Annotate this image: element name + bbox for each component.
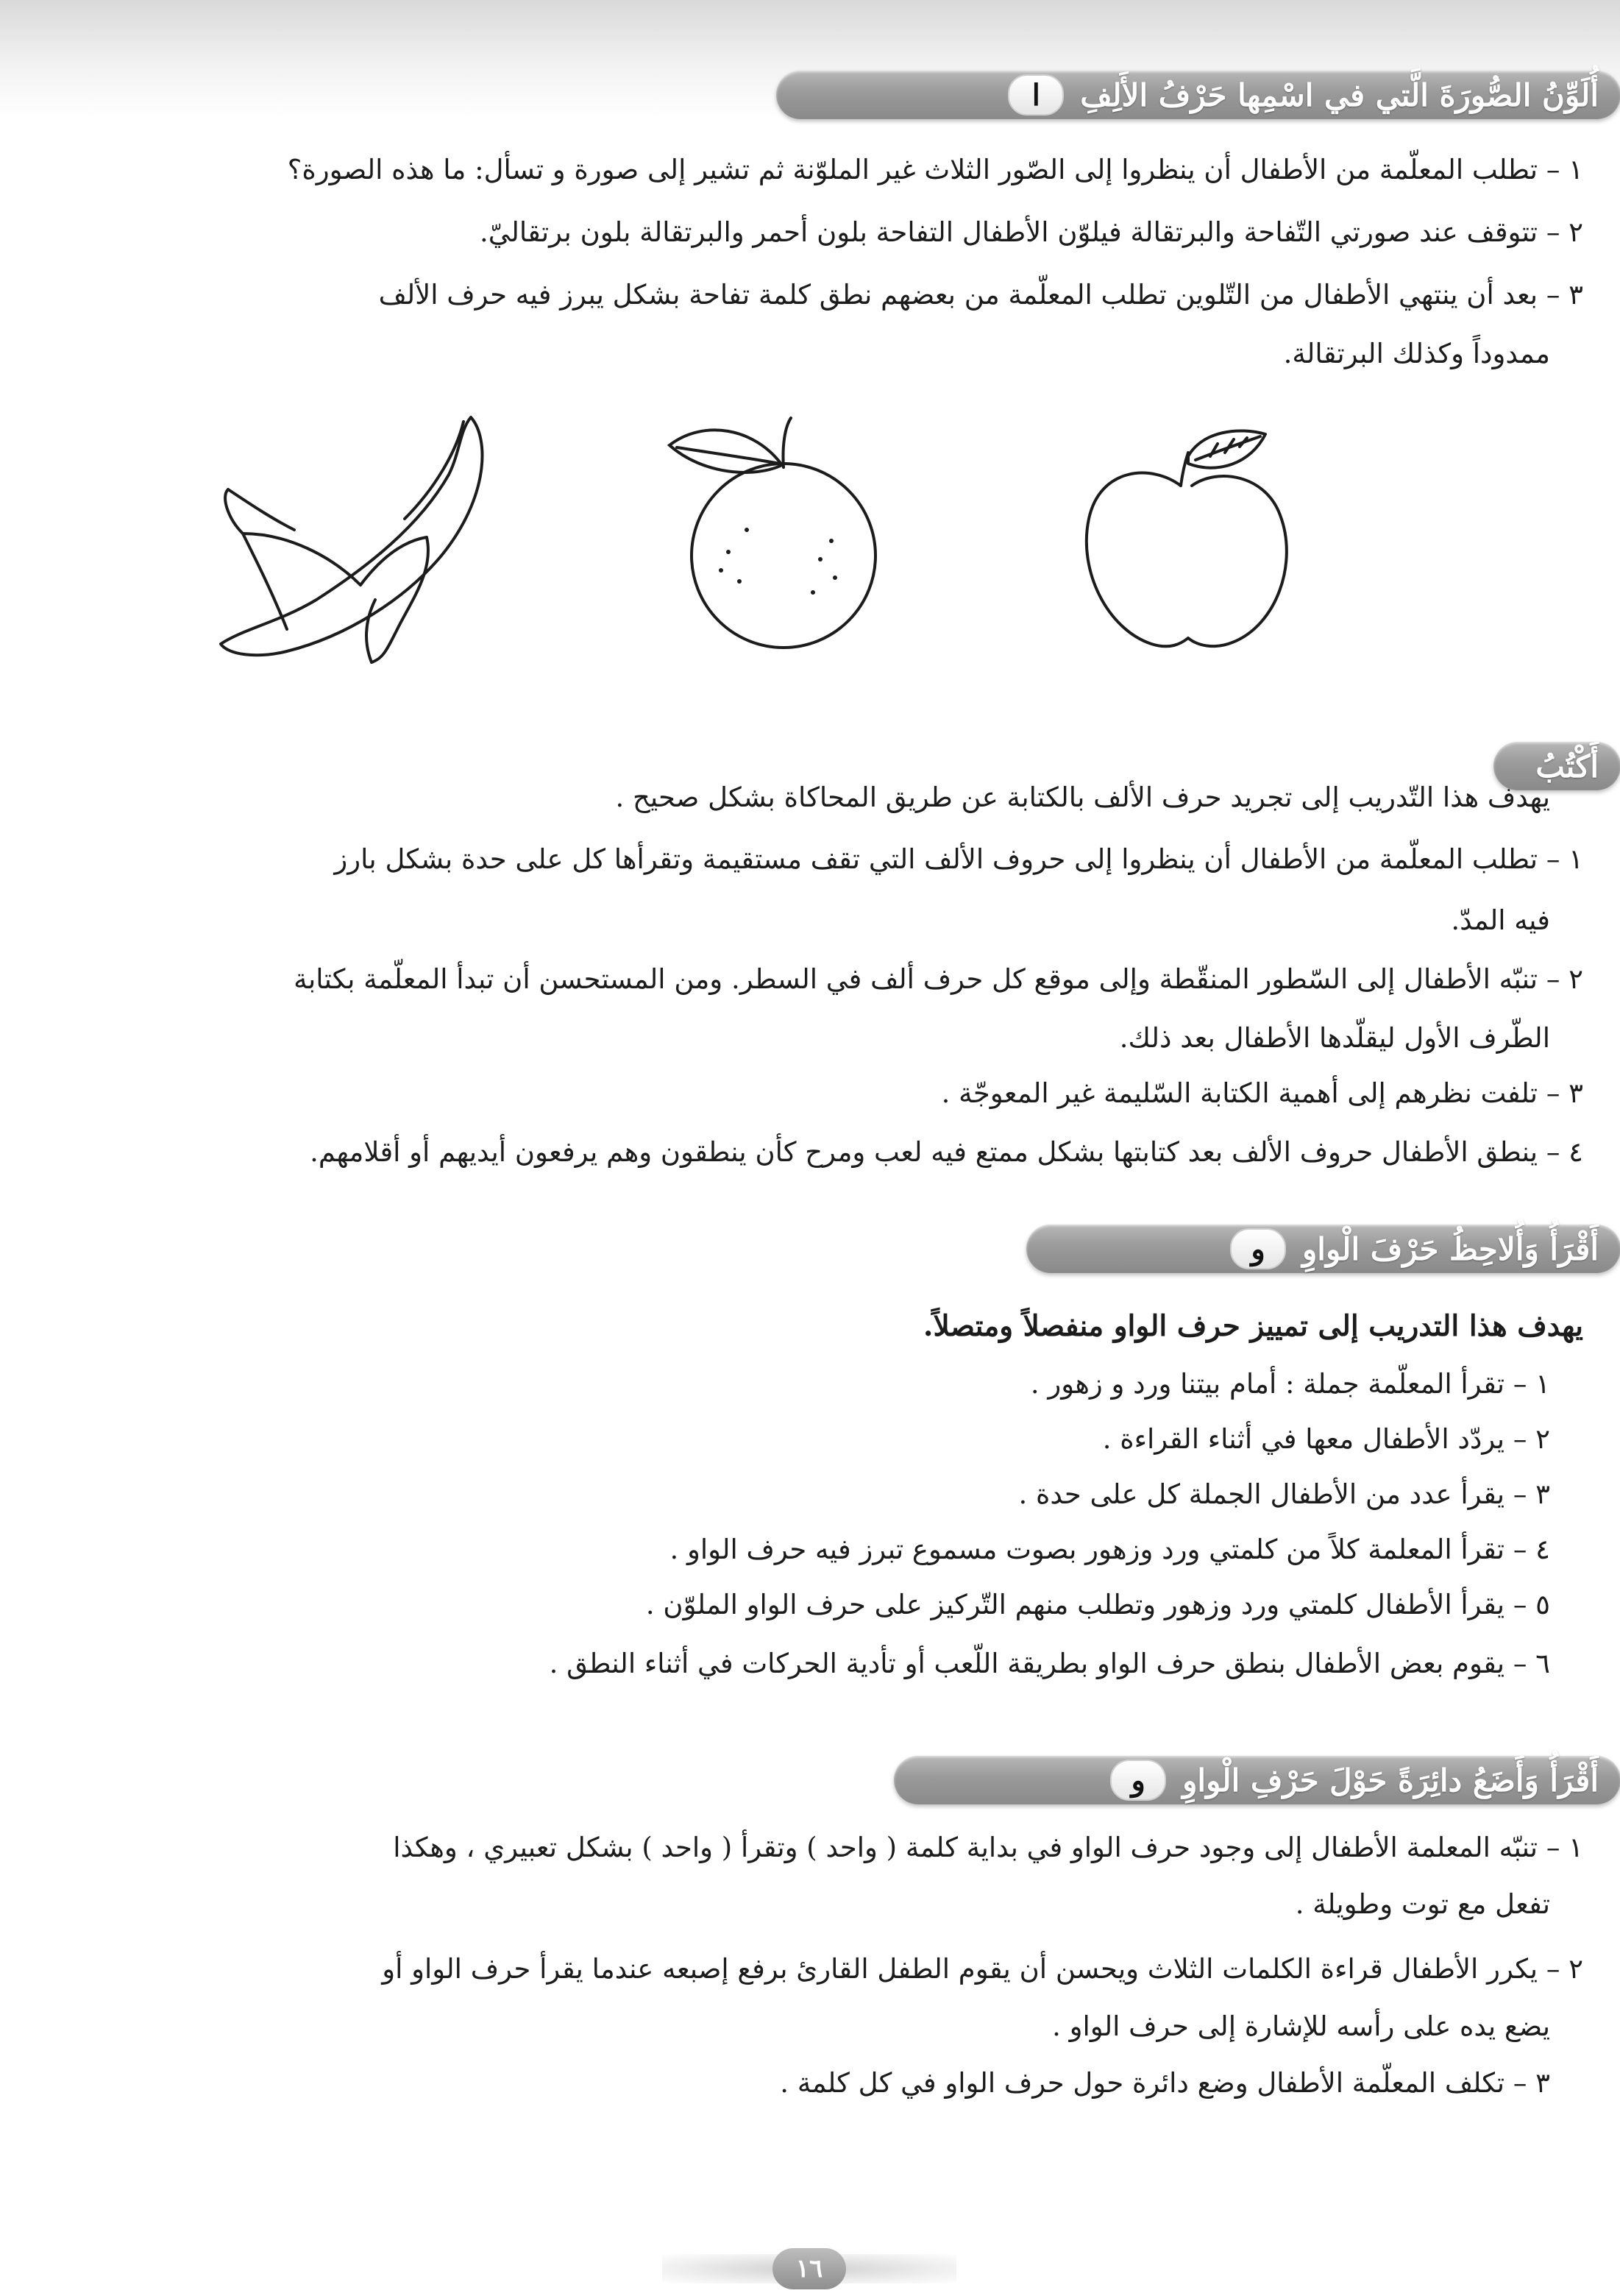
orange-icon	[658, 412, 909, 655]
section3-line-4: ٤ – تقرأ المعلمة كلاً من كلمتي ورد وزهور بصوت مسموع تبرز فيه حرف الواو .	[669, 1534, 1550, 1565]
page-number-area	[662, 2241, 956, 2296]
section3-letter-badge: و	[1230, 1228, 1286, 1269]
section1-line-1: ١ – تطلب المعلّمة من الأطفال أن ينظروا إلى الصّور الثلاث غير الملوّنة ثم تشير إلى صورة و تسأل: ما هذه الصورة؟	[287, 154, 1583, 185]
section3-line-5: ٥ – يقرأ الأطفال كلمتي ورد وزهور وتطلب منهم التّركيز على حرف الواو الملوّن .	[645, 1589, 1550, 1620]
section4-title: أَقْرَأُ وَأَضَعُ دائِرَةً حَوْلَ حَرْفِ الْواوِ	[1182, 1762, 1599, 1799]
section3-banner	[1026, 1225, 1620, 1273]
page-number: ١٦	[772, 2248, 846, 2289]
apple-icon	[1070, 423, 1306, 659]
section2-line-2: فيه المدّ.	[1451, 904, 1550, 936]
section3-title: أَقْرَأُ وَأُلاحِظُ حَرْفَ الْواوِ	[1302, 1230, 1599, 1267]
banana-icon	[199, 408, 508, 673]
section1-line-4: ممدوداً وكذلك البرتقالة.	[1283, 338, 1550, 369]
section4-line-4: يضع يده على رأسه للإشارة إلى حرف الواو .	[1052, 2010, 1550, 2042]
section3-line-3: ٣ – يقرأ عدد من الأطفال الجملة كل على حدة .	[1018, 1478, 1550, 1510]
section2-line-6: ٤ – ينطق الأطفال حروف الألف بعد كتابتها بشكل ممتع فيه لعب ومرح كأن ينطقون وهم يرفعون أيديهم أو أقلامهم.	[310, 1136, 1583, 1168]
section4-letter-badge: و	[1110, 1760, 1166, 1801]
section4-line-2: تفعل مع توت وطويلة .	[1295, 1888, 1550, 1920]
section1-line-3: ٣ – بعد أن ينتهي الأطفال من التّلوين تطلب المعلّمة من بعضهم نطق كلمة تفاحة بشكل يبرز فيه حرف الألف	[378, 279, 1583, 311]
section3-intro: يهدف هذا التدريب إلى تمييز حرف الواو منفصلاً ومتصلاً.	[923, 1309, 1583, 1343]
section4-line-5: ٣ – تكلف المعلّمة الأطفال وضع دائرة حول حرف الواو في كل كلمة .	[780, 2067, 1550, 2099]
section4-banner	[894, 1756, 1620, 1804]
section3-line-2: ٢ – يردّد الأطفال معها في أثناء القراءة .	[1102, 1423, 1550, 1455]
section4-line-1: ١ – تنبّه المعلمة الأطفال إلى وجود حرف الواو في بداية كلمة ( واحد ) وتقرأ ( واحد ) بشكل تعبيري ، وهكذا	[393, 1832, 1583, 1863]
section2-intro: يهدف هذا التّدريب إلى تجريد حرف الألف بالكتابة عن طريق المحاكاة بشكل صحيح .	[615, 782, 1550, 813]
section2-title: أَكْتُبُ	[1535, 748, 1599, 784]
section1-line-2: ٢ – تتوقف عند صورتي التّفاحة والبرتقالة فيلوّن الأطفال التفاحة بلون أحمر والبرتقالة بلون برتقاليّ.	[479, 216, 1583, 248]
section2-line-3: ٢ – تنبّه الأطفال إلى السّطور المنقّطة وإلى موقع كل حرف ألف في السطر. ومن المستحسن أن تبدأ المعلّمة بكتابة	[294, 963, 1583, 995]
section1-title: أُلَوِّنُ الصُّورَةَ الَّتي في اسْمِها حَرْفُ الأَلِفِ	[1080, 77, 1599, 113]
section4-line-3: ٢ – يكرر الأطفال قراءة الكلمات الثلاث ويحسن أن يقوم الطفل القارئ برفع إصبعه عندما يقرأ حرف الواو أو	[382, 1953, 1583, 1985]
section2-line-4: الطّرف الأول ليقلّدها الأطفال بعد ذلك.	[1119, 1022, 1550, 1054]
section1-letter-badge: ا	[1008, 74, 1064, 116]
section2-line-5: ٣ – تلفت نظرهم إلى أهمية الكتابة السّليمة غير المعوجّة .	[941, 1077, 1583, 1109]
section2-line-1: ١ – تطلب المعلّمة من الأطفال أن ينظروا إلى حروف الألف التي تقف مستقيمة وتقرأها كل على حدة بشكل بارز	[334, 843, 1583, 875]
section3-line-1: ١ – تقرأ المعلّمة جملة : أمام بيتنا ورد و زهور .	[1030, 1368, 1550, 1400]
section3-line-6: ٦ – يقوم بعض الأطفال بنطق حرف الواو بطريقة اللّعب أو تأدية الحركات في أثناء النطق .	[549, 1648, 1550, 1679]
section1-banner	[776, 71, 1620, 119]
